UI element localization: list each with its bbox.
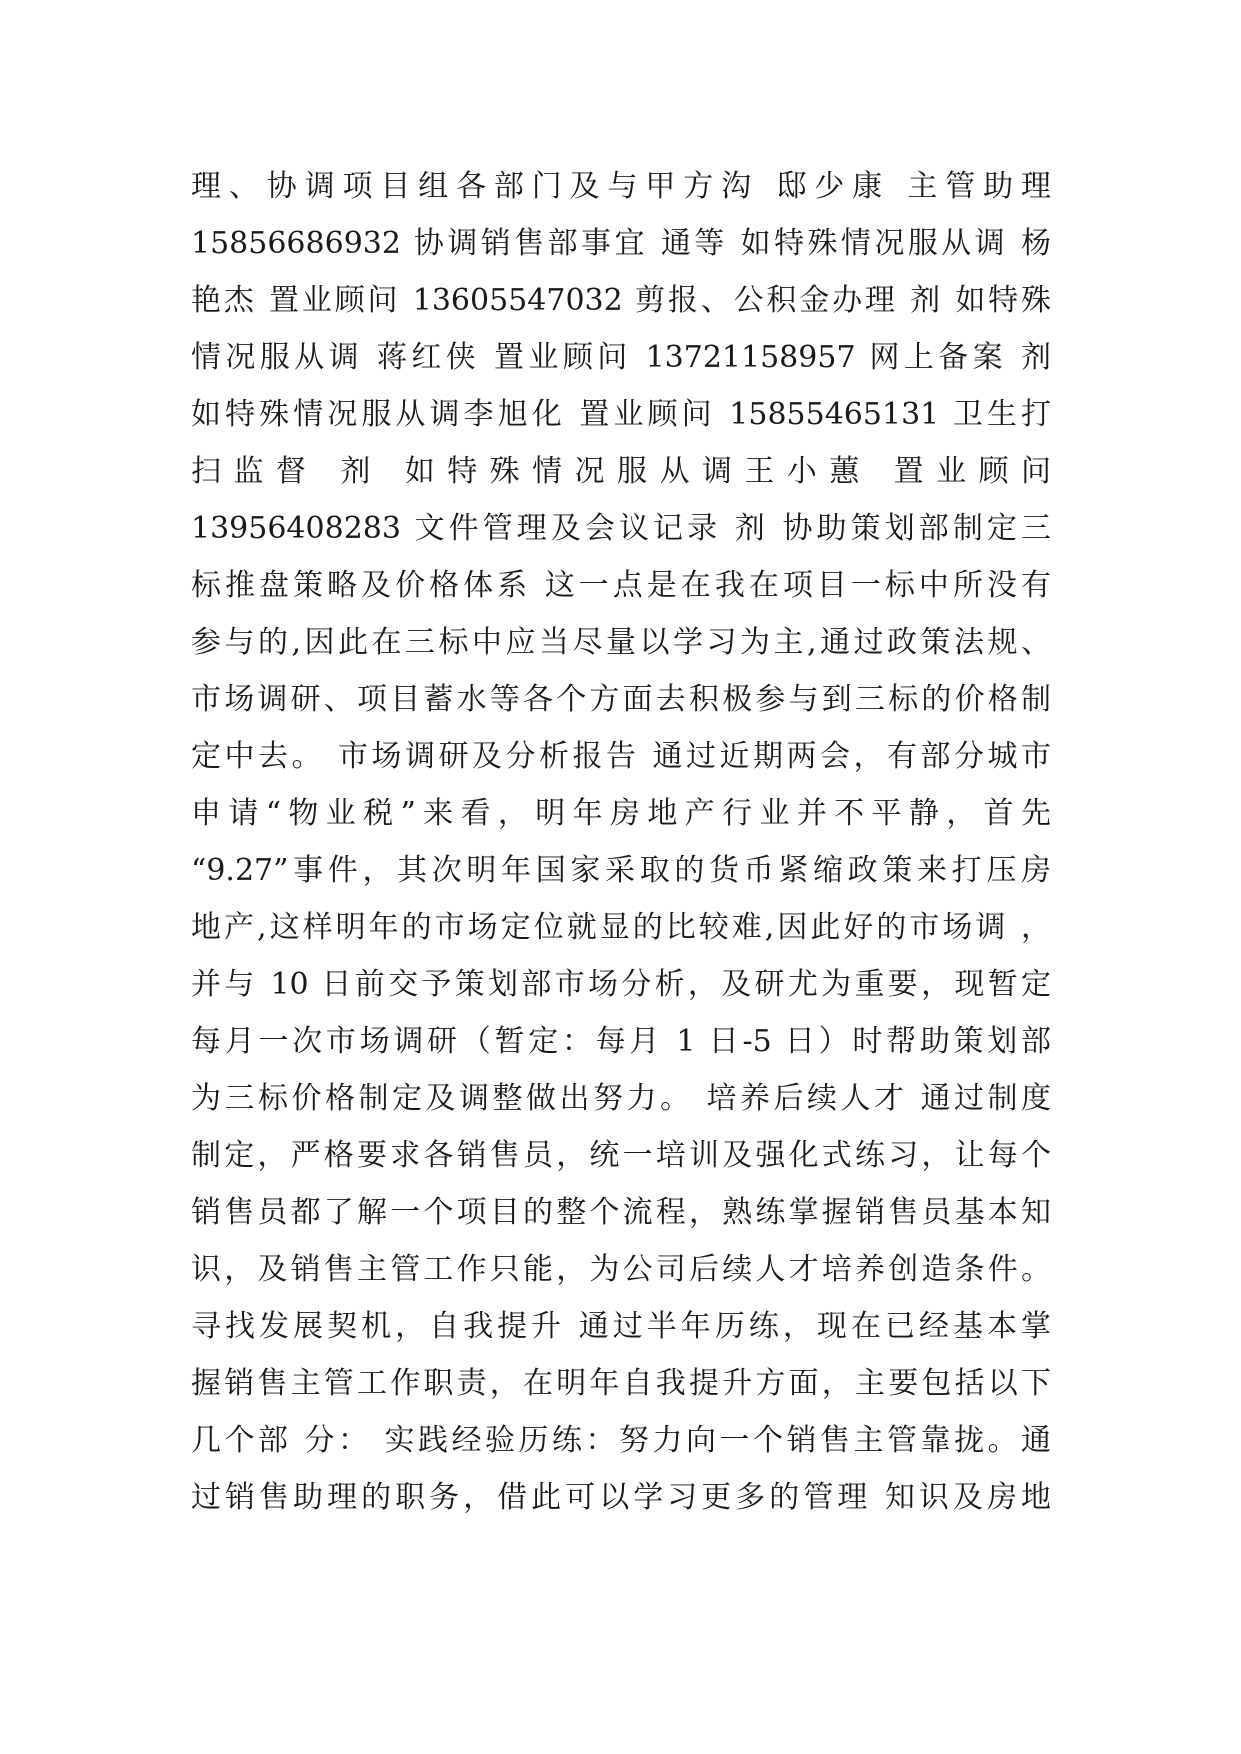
text-line: 寻找发展契机，自我提升 通过半年历练，现在已经基本掌 (191, 1309, 1051, 1344)
text-line: 扫监督 剂 如特殊情况服从调王小蕙 置业顾问 (191, 454, 1051, 489)
body-text (191, 158, 1051, 1526)
text-line: 识，及销售主管工作只能，为公司后续人才培养创造条件。 (191, 1252, 1051, 1287)
text-line: 为三标价格制定及调整做出努力。 培养后续人才 通过制度 (191, 1081, 1051, 1116)
text-line: 几个部 分： 实践经验历练：努力向一个销售主管靠拢。通 (191, 1423, 1051, 1458)
text-line: 定中去。 市场调研及分析报告 通过近期两会，有部分城市 (191, 739, 1051, 774)
text-line: 参与的,因此在三标中应当尽量以学习为主,通过政策法规、 (191, 625, 1051, 660)
text-line: 握销售主管工作职责，在明年自我提升方面，主要包括以下 (191, 1366, 1051, 1401)
text-line: 销售员都了解一个项目的整个流程，熟练掌握销售员基本知 (191, 1195, 1051, 1230)
text-line: 申请“物业税”来看，明年房地产行业并不平静，首先 (191, 796, 1051, 831)
text-line: “9.27”事件，其次明年国家采取的货币紧缩政策来打压房 (191, 853, 1051, 888)
text-line: 并与 10 日前交予策划部市场分析，及研尤为重要，现暂定 (191, 967, 1051, 1002)
text-line: 制定，严格要求各销售员，统一培训及强化式练习，让每个 (191, 1138, 1051, 1173)
text-line: 13956408283 文件管理及会议记录 剂 协助策划部制定三 (191, 511, 1051, 546)
text-line: 地产,这样明年的市场定位就显的比较难,因此好的市场调 ， (191, 910, 1051, 945)
text-line: 15856686932 协调销售部事宜 通等 如特殊情况服从调 杨 (191, 226, 1051, 261)
text-line: 如特殊情况服从调李旭化 置业顾问 15855465131 卫生打 (191, 397, 1051, 432)
text-line: 每月一次市场调研（暂定：每月 1 日-5 日）时帮助策划部 (191, 1024, 1051, 1059)
text-line: 标推盘策略及价格体系 这一点是在我在项目一标中所没有 (191, 568, 1051, 603)
text-line: 过销售助理的职务，借此可以学习更多的管理 知识及房地 (191, 1480, 1051, 1515)
text-line: 市场调研、项目蓄水等各个方面去积极参与到三标的价格制 (191, 682, 1051, 717)
text-line: 情况服从调 蒋红侠 置业顾问 13721158957 网上备案 剂 (191, 340, 1051, 375)
text-line: 艳杰 置业顾问 13605547032 剪报、公积金办理 剂 如特殊 (191, 283, 1051, 318)
text-line: 理、协调项目组各部门及与甲方沟 邸少康 主管助理 (191, 169, 1051, 204)
